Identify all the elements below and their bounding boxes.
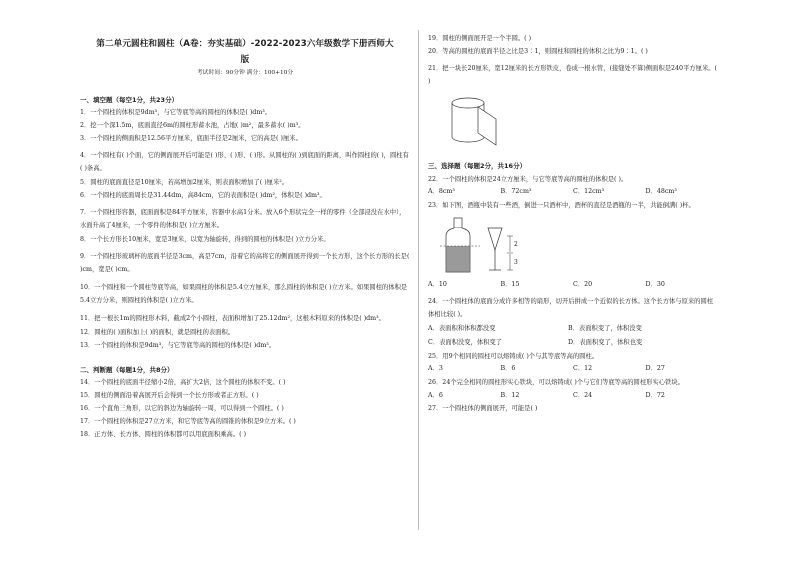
option-b[interactable]: B．72cm³ — [500, 188, 532, 196]
question-12: 12．圆柱的( )面积加上( )的面积，就是圆柱的表面积。 — [80, 328, 235, 336]
section-judge-heading: 二、判断题（每题1分，共8分） — [80, 365, 174, 374]
question-23: 23．如下图，酒瓶中装有一些酒，倒进一只酒杯中，酒杯的直径是酒瓶的一半，共能倒满( )杯。 — [428, 201, 695, 209]
option-a[interactable]: A．3 — [428, 365, 443, 373]
option-c[interactable]: C．12cm³ — [573, 188, 605, 196]
question-21: 21．把一块长20厘米，宽12厘米的长方形铁皮，卷成一根水管，(接缝处不算)侧面积是240平方厘米。( ) — [428, 64, 718, 85]
question-26-options — [428, 393, 718, 399]
option-a[interactable]: A．6 — [428, 391, 443, 399]
question-1: 1．一个圆柱的体积是9dm³，与它等底等高的圆柱的体积是( )dm³。 — [80, 109, 272, 117]
question-27: 27．一个圆柱体的侧面展开，可能是( ) — [428, 404, 538, 412]
question-16: 16．一个直角三角形，以它的斜边为轴旋转一周，可以得到一个圆柱。( ) — [80, 405, 284, 413]
question-17: 17．一个圆柱的体积是27立方米，和它等底等高的圆锥的体积是9立方米。( ) — [80, 418, 296, 425]
question-10: 10．一个圆柱和一个圆柱等底等高，如果圆柱的体积是5.4立方厘米，那么圆柱的体积是( )立方米。如果圆柱的体积是5.4立方分米，则圆柱的体积是( )立方米。 — [80, 283, 408, 304]
question-24-options — [428, 326, 718, 347]
question-25-options — [428, 366, 718, 372]
question-15: 15．圆柱的侧面沿着高展开后会得到一个长方形或者正方形。( ) — [80, 392, 259, 400]
option-a[interactable]: A．10 — [428, 280, 447, 288]
question-25: 25．用9个相同的圆柱可以熔铸成( )个与其等底等高的圆柱。 — [428, 352, 599, 360]
section-fill-heading: 一、填空题（每空1分，共23分） — [80, 95, 179, 104]
rolled-sheet-icon — [442, 93, 502, 151]
option-d[interactable]: D．72 — [645, 391, 665, 399]
question-18: 18．正方体、长方体、圆柱的体积都可以用底面积乘高。( ) — [80, 430, 247, 438]
option-c[interactable]: C．表面积没变，体积变了 — [428, 339, 503, 347]
option-c[interactable]: C．20 — [573, 280, 593, 288]
option-d[interactable]: D．27 — [645, 365, 665, 373]
question-13: 13．一个圆柱的体积是9dm³，与它等底等高的圆柱的体积是( )dm³。 — [80, 341, 276, 349]
option-b[interactable]: B．12 — [500, 391, 520, 399]
question-22: 22．一个圆柱的体积是24立方厘米，与它等底等高的圆柱的体积是( )。 — [428, 175, 628, 183]
question-26: 26．24个完全相同的圆柱形实心铁块，可以熔铸成( )个与它们等底等高的圆柱形实心铁块。 — [428, 378, 684, 386]
option-b[interactable]: B．15 — [500, 280, 520, 288]
question-20: 20．等高的圆柱的底面半径之比是3∶1，则圆柱和圆柱的体积之比为9∶1。( ) — [428, 47, 648, 55]
option-a[interactable]: A．8cm³ — [428, 188, 455, 196]
title-line-2: 版 — [240, 55, 250, 65]
question-5: 5．圆柱的底面直径是10厘米，若高增加2厘米，则表面积增加了( )厘米²。 — [80, 178, 289, 186]
question-23-options — [428, 282, 718, 288]
option-c[interactable]: C．12 — [573, 365, 593, 373]
question-4: 4．一个圆柱有( )个面，它的侧面展开后可能是( )形、( )形、( )形。从圆柱的( )到底面的距离，叫作圆柱的( )，圆柱有( )条高。 — [80, 151, 409, 172]
question-7: 7．一个圆柱形容器，底面面积是84平方厘米，容器中水高1分米。放入6个形状完全一样的零件（全部浸没在水中），水面升高了4厘米，一个零件的体积是( )立方厘米。 — [80, 208, 406, 229]
question-24: 24．一个圆柱体的底面分成许多相等的扇形，切开后拼成一个近似的长方体。这个长方体与原来的圆柱体相比较( )。 — [428, 297, 714, 318]
column-divider — [418, 30, 419, 530]
bottle-glass-figure — [440, 216, 718, 274]
option-b[interactable]: B．表面积变了，体积没变 — [568, 324, 642, 332]
option-d[interactable]: D．48cm³ — [645, 188, 677, 196]
question-11: 11．把一根长1m的圆柱形木料，截成2个小圆柱，表面积增加了25.12dm²，这根木料原来的体积是( )dm³。 — [80, 314, 385, 322]
question-2: 2．挖一个深1.5m，底面直径6m的圆柱形蓄水池，占地( )m²，最多蓄水( )m³。 — [80, 122, 305, 130]
question-19: 19．圆柱的侧面展开是一个半圆。( ) — [428, 35, 532, 42]
title-line-1: 第二单元圆柱和圆柱（A卷：夯实基础）-2022-2023六年级数学下册西师大 — [96, 39, 394, 49]
left-column — [80, 36, 410, 445]
question-3: 3．一个圆柱的侧面积是12.56平方厘米，底面半径是2厘米，它的高是( )厘米。 — [80, 135, 302, 143]
exam-title — [80, 36, 410, 68]
option-d[interactable]: D．表面积变了，体积也变 — [568, 339, 643, 347]
option-b[interactable]: B．6 — [500, 365, 516, 373]
option-c[interactable]: C．24 — [573, 391, 593, 399]
bottle-and-glass-icon — [440, 216, 550, 274]
right-column — [428, 36, 718, 419]
exam-subtitle: 考试时间：90分钟 满分：100+10分 — [196, 70, 294, 76]
dimension-label-top: 2 — [514, 240, 518, 248]
question-6: 6．一个圆柱的底面周长是31.44dm，高84cm，它的表面积是( )dm²，体积是( )dm³。 — [80, 191, 326, 199]
option-d[interactable]: D．30 — [645, 280, 665, 288]
question-22-options — [428, 189, 718, 195]
question-9: 9．一个圆柱形玻璃杯的底面半径是3cm，高是7cm，沿着它的高将它的侧面展开得到一个长方形，这个长方形的长是( )cm，宽是( )cm。 — [80, 252, 410, 273]
question-8: 8．一个长方形长10厘米，宽是3厘米，以宽为轴旋转，得到的圆柱的体积是( )立方分米。 — [80, 235, 330, 243]
rolled-sheet-figure — [442, 93, 718, 153]
option-a[interactable]: A．表面积和体积都没变 — [428, 324, 496, 332]
section-choice-heading: 三、选择题（每题2分，共16分） — [428, 162, 527, 171]
dimension-label-bottom: 3 — [514, 258, 518, 266]
question-14: 14．一个圆柱的底面半径缩小2倍，高扩大2倍，这个圆柱的体积不变。( ) — [80, 379, 286, 387]
